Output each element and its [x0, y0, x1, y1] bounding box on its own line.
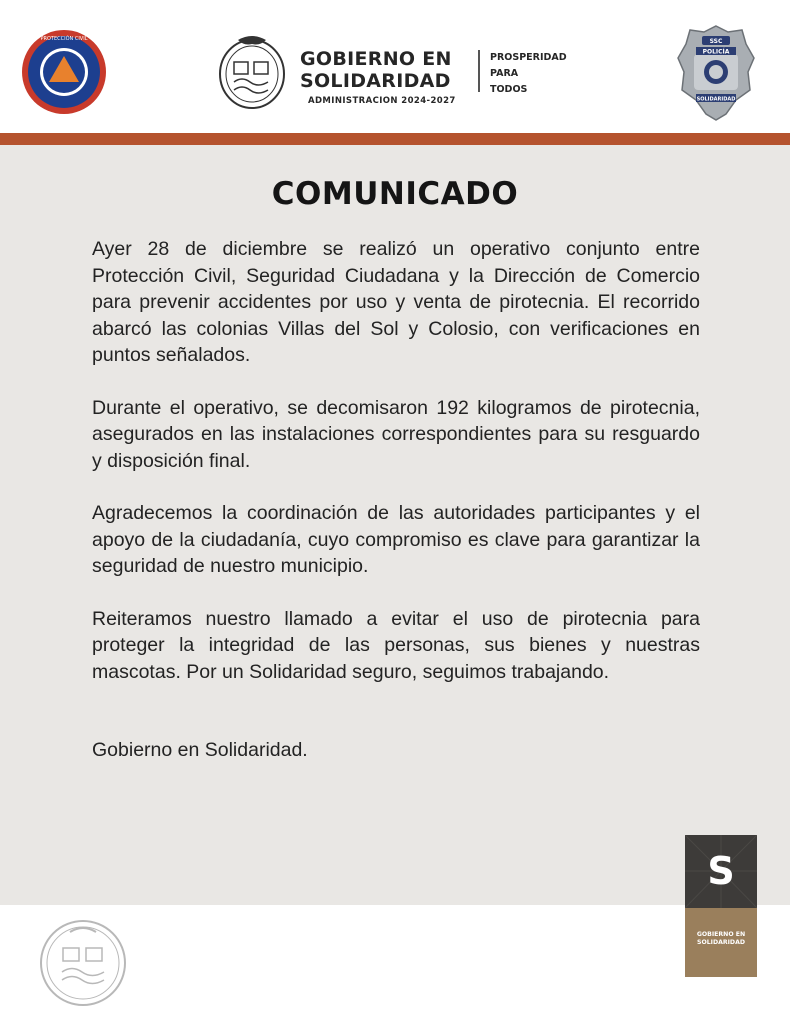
document-body: [92, 236, 700, 790]
header: [0, 0, 790, 133]
accent-stripe: [0, 133, 790, 145]
brand-text: [685, 931, 757, 947]
brand-text-line2: SOLIDARIDAD: [696, 939, 745, 946]
svg-text:POLICÍA: POLICÍA: [702, 48, 730, 56]
signature: Gobierno en Solidaridad.: [92, 739, 308, 761]
slogan-line2: PARA: [490, 68, 519, 79]
municipal-seal-icon: [216, 32, 288, 110]
paragraph-1: Ayer 28 de diciembre se realizó un operativo conjunto entre Protección Civil, Seguridad Ciudadana y la Dirección de Comercio para prevenir accidentes por uso y venta de pirotecnia. El recorrido abarcó las colonias Villas del Sol y Colosio, con verificaciones en puntos señalados.: [92, 238, 700, 366]
administration-label: ADMINISTRACION 2024-2027: [308, 96, 456, 106]
slogan-line1: PROSPERIDAD: [490, 52, 567, 63]
brand-letter: S: [707, 849, 735, 893]
document-title: COMUNICADO: [271, 176, 519, 212]
svg-text:SSC: SSC: [709, 38, 723, 45]
government-title-line2: SOLIDARIDAD: [300, 70, 451, 92]
paragraph-3: Agradecemos la coordinación de las autoridades participantes y el apoyo de la ciudadanía, cuyo compromiso es clave para garantizar la seguridad de nuestro municipio.: [92, 502, 700, 577]
government-title-line1: GOBIERNO EN: [300, 48, 452, 70]
police-badge-icon: [676, 24, 756, 122]
paragraph-2: Durante el operativo, se decomisaron 192 kilogramos de pirotecnia, asegurados en las instalaciones correspondientes para su resguardo y disposición final.: [92, 396, 700, 472]
footer-seal-icon: [38, 918, 128, 1008]
svg-text:PROTECCIÓN CIVIL: PROTECCIÓN CIVIL: [40, 36, 88, 42]
slogan-line3: TODOS: [490, 84, 528, 95]
brand-text-line1: GOBIERNO EN: [696, 931, 746, 938]
slogan: [490, 50, 580, 98]
government-title: [300, 48, 475, 92]
brand-block: [685, 835, 757, 977]
svg-text:SOLIDARIDAD: SOLIDARIDAD: [696, 96, 736, 103]
brand-block-top: [685, 835, 757, 908]
header-divider: [478, 50, 480, 92]
proteccion-civil-logo-icon: [20, 28, 108, 116]
paragraph-4: Reiteramos nuestro llamado a evitar el uso de pirotecnia para proteger la integridad de las personas, sus bienes y nuestras mascotas. Por un Solidaridad seguro, seguimos trabajando.: [92, 607, 700, 683]
